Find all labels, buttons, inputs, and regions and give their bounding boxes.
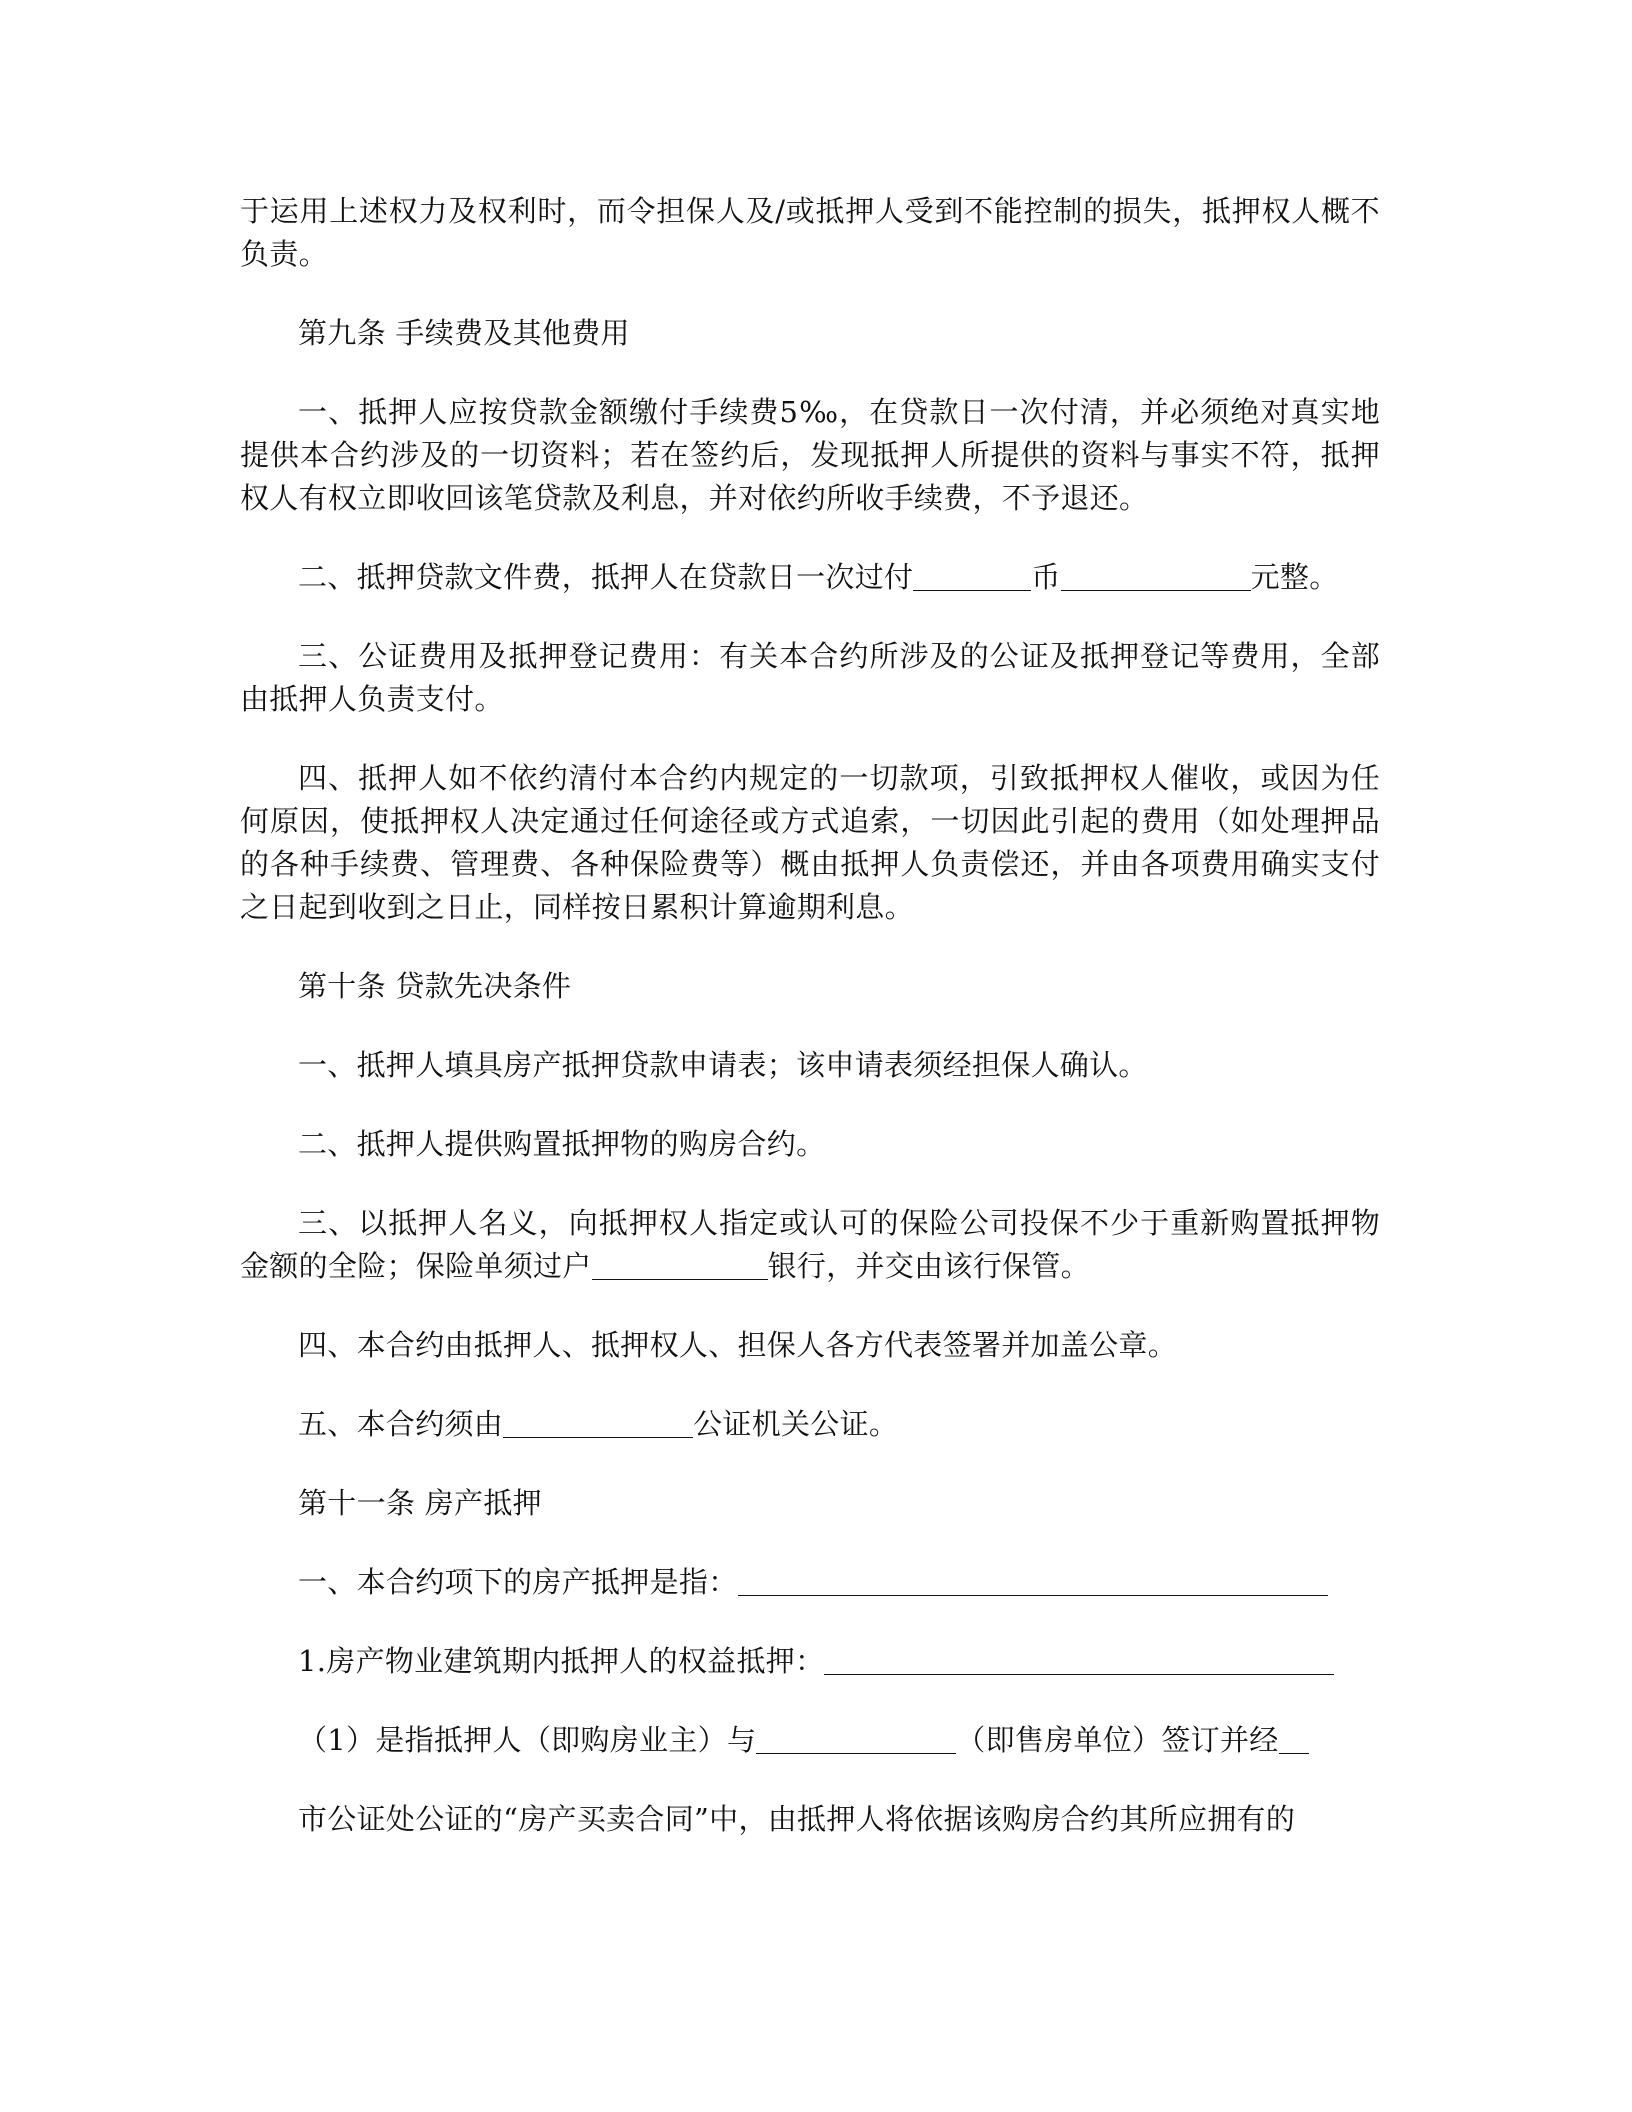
article-11-item-1-1 [240,1719,1380,1762]
blank-field-bank-name[interactable] [592,1249,768,1280]
clause-text: 五、本合约须由 [298,1407,504,1441]
article-9-clause-1: 一、抵押人应按贷款金额缴付手续费5‰，在贷款日一次付清，并必须绝对真实地提供本合约涉及的一切资料；若在签约后，发现抵押人所提供的资料与事实不符，抵押权人有权立即收回该笔贷款及利息，并对依约所收手续费，不予退还。 [240,395,1380,515]
article-10-clause-3 [240,1202,1380,1288]
document-page [240,190,1380,1877]
blank-field-city[interactable] [1279,1723,1309,1754]
article-11-item-1 [240,1640,1380,1683]
clause-text: 银行，并交由该行保管。 [767,1249,1090,1283]
clause-text: 元整。 [1250,560,1339,594]
article-9-clause-3: 三、公证费用及抵押登记费用：有关本合约所涉及的公证及抵押登记等费用，全部由抵押人负责支付。 [240,639,1380,716]
blank-field-seller[interactable] [756,1723,956,1754]
blank-field-equity-mortgage[interactable] [824,1644,1334,1675]
clause-text: 1.房产物业建筑期内抵押人的权益抵押： [298,1644,825,1678]
blank-field-amount[interactable] [1061,560,1251,591]
clause-text: 币 [1031,560,1061,594]
article-10-clause-4: 四、本合约由抵押人、抵押权人、担保人各方代表签署并加盖公章。 [298,1328,1178,1362]
article-9-title: 第九条 手续费及其他费用 [298,316,630,350]
article-10-clause-1: 一、抵押人填具房产抵押贷款申请表；该申请表须经担保人确认。 [298,1048,1148,1082]
article-11-item-1-1-continued: 市公证处公证的“房产买卖合同”中，由抵押人将依据该购房合约其所应拥有的 [298,1802,1296,1836]
clause-text: 三、以抵押人名义，向抵押权人指定或认可的保险公司投保不少于重新购置抵押物金额的全险；保险单须过户 [240,1206,1380,1283]
article-10-clause-5 [240,1403,1380,1446]
clause-text: 二、抵押贷款文件费，抵押人在贷款日一次过付 [298,560,914,594]
blank-field-notary-office[interactable] [503,1407,693,1438]
clause-text: 一、本合约项下的房产抵押是指： [298,1565,738,1599]
article-11-title: 第十一条 房产抵押 [298,1486,542,1520]
article-10-title: 第十条 贷款先决条件 [298,969,572,1003]
paragraph-continuation: 于运用上述权力及权利时，而令担保人及/或抵押人受到不能控制的损失，抵押权人概不负责。 [240,194,1380,271]
clause-text: 公证机关公证。 [693,1407,899,1441]
blank-field-mortgage-definition[interactable] [738,1565,1328,1596]
clause-text: （即售房单位）签订并经 [956,1723,1279,1757]
article-9-clause-2 [240,556,1380,599]
article-10-clause-2: 二、抵押人提供购置抵押物的购房合约。 [298,1127,826,1161]
blank-field-currency-type[interactable] [913,560,1031,591]
article-9-clause-4: 四、抵押人如不依约清付本合约内规定的一切款项，引致抵押权人催收，或因为任何原因，使抵押权人决定通过任何途径或方式追索，一切因此引起的费用（如处理押品的各种手续费、管理费、各种保险费等）概由抵押人负责偿还，并由各项费用确实支付之日起到收到之日止，同样按日累积计算逾期利息。 [240,761,1380,924]
clause-text: （1）是指抵押人（即购房业主）与 [298,1723,757,1757]
article-11-clause-1 [240,1561,1380,1604]
